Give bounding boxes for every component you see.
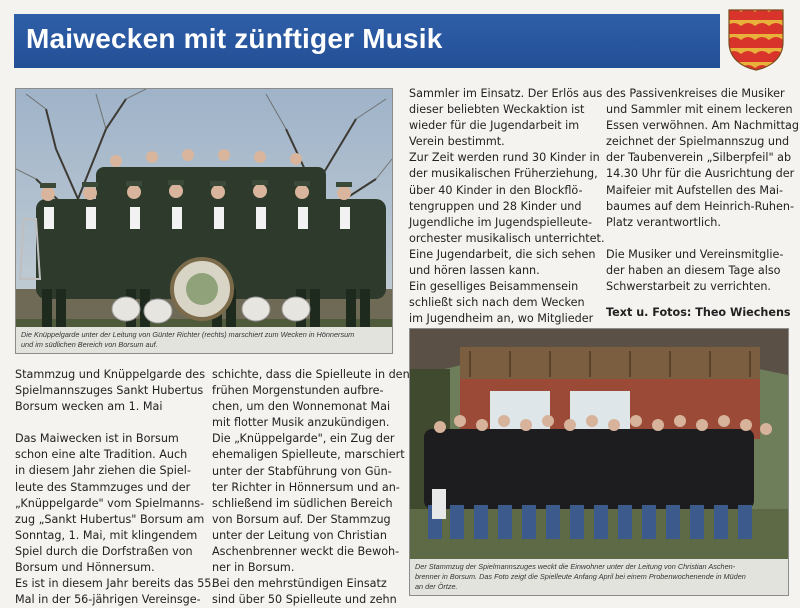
text-line: sind über 50 Spielleute und zehn (212, 593, 397, 607)
text-line: zeichnet der Spielmannszug und (606, 135, 790, 149)
knueppelgarde-photo (15, 88, 393, 354)
author-credit: Text u. Fotos: Theo Wiechens (606, 306, 791, 320)
text-line: Zur Zeit werden rund 30 Kinder in (409, 151, 600, 165)
article-column-3 (409, 86, 605, 327)
text-line: schichte, dass die Spielleute in den (212, 368, 410, 381)
article-column-4 (606, 86, 799, 321)
text-line: Platz verantwortlich. (606, 215, 721, 229)
text-line: leute des Stammzuges und der (15, 480, 191, 494)
text-line: Sammler im Einsatz. Der Erlös aus (409, 87, 603, 100)
text-line: und hören lassen kann. (409, 264, 540, 278)
text-line: über 40 Kinder in den Blockflö- (409, 183, 583, 197)
text-line: des Passivenkreises die Musiker (606, 87, 785, 100)
text-line: der musikalischen Früherziehung, (409, 167, 598, 181)
text-line: Maifeier mit Aufstellen des Mai- (606, 183, 784, 197)
text-line: Borsum wecken am 1. Mai (15, 400, 163, 414)
text-line: Verein bestimmt. (409, 135, 505, 149)
photo1-caption (16, 327, 392, 353)
text-line: schließend im südlichen Bereich (212, 496, 393, 510)
text-line: Stammzug und Knüppelgarde des (15, 368, 206, 381)
photo1-caption-line: Die Knüppelgarde unter der Leitung von Günter Richter (rechts) marschiert zum Wecken in Hönnersum (21, 330, 355, 339)
text-line: Ein geselliges Beisammensein (409, 280, 579, 294)
photo2-caption (410, 559, 788, 595)
text-line: ehemaligen Spielleute, marschiert (212, 448, 405, 462)
text-line: Mal in der 56-jährigen Vereinsge- (15, 593, 201, 607)
text-line: tengruppen und 28 Kinder und (409, 199, 582, 213)
stammzug-photo (409, 328, 789, 596)
article-column-2 (212, 367, 410, 608)
text-line: Borsum und Hönnersum. (15, 561, 155, 575)
text-line: und Sammler mit einem leckeren (606, 103, 793, 117)
text-line: dieser beliebten Weckaktion ist (409, 103, 585, 117)
text-line: unter der Stabführung von Gün- (212, 464, 392, 478)
band-group-outdoor-image (16, 89, 392, 353)
text-line: zug „Sankt Hubertus" Borsum am (15, 512, 205, 526)
band-group-house-image (410, 329, 788, 595)
text-line: schon eine alte Tradition. Auch (15, 448, 188, 462)
text-line: ner in Borsum. (212, 561, 295, 575)
text-line: der Taubenverein „Silberpfeil" ab (606, 151, 792, 165)
text-line: Es ist in diesem Jahr bereits das 55. (15, 577, 215, 591)
text-line: baumes auf dem Heinrich-Ruhen- (606, 199, 795, 213)
title-banner (14, 14, 720, 68)
text-line: Essen verwöhnen. Am Nachmittag (606, 119, 799, 133)
text-line: Eine Jugendarbeit, die sich sehen (409, 247, 596, 261)
text-line: im Jugendheim an, wo Mitglieder (409, 312, 594, 326)
text-line: orchester musikalisch unterrichtet. (409, 231, 605, 245)
text-line: Spiel durch die Dorfstraßen von (15, 544, 193, 558)
text-line: wieder für die Jugendarbeit im (409, 119, 580, 133)
text-line: Bei den mehrstündigen Einsatz (212, 577, 387, 591)
text-line: unter der Leitung von Christian (212, 528, 387, 542)
text-line: Jugendliche im Jugendspielleute- (409, 215, 593, 229)
text-line: in diesem Jahr ziehen die Spiel- (15, 464, 191, 478)
text-line: frühen Morgenstunden aufbre- (212, 384, 384, 398)
article-column-1 (15, 367, 215, 608)
text-line: „Knüppelgarde" vom Spielmanns- (15, 496, 205, 510)
text-line: von Borsum auf. Der Stammzug (212, 512, 391, 526)
text-line: Schwerstarbeit zu verrichten. (606, 280, 771, 294)
photo2-caption-line: brenner in Borsum. Das Foto zeigt die Spielleute Anfang April bei einem Probenwochenende in Müden (415, 572, 746, 581)
photo2-caption-line: Der Stammzug der Spielmannszuges weckt die Einwohner unter der Leitung von Christian Aschen- (415, 562, 736, 571)
text-line: Sonntag, 1. Mai, mit klingendem (15, 528, 198, 542)
text-line: Die Musiker und Vereinsmitglie- (606, 247, 784, 261)
page-title: Maiwecken mit zünftiger Musik (26, 23, 443, 54)
text-line: mit flotter Musik anzukündigen. (212, 416, 390, 430)
text-line: ter Richter in Hönnersum und an- (212, 480, 400, 494)
coat-of-arms-icon (727, 8, 785, 72)
text-line: Das Maiwecken ist in Borsum (15, 432, 179, 446)
text-line: der haben an diesem Tage also (606, 263, 781, 277)
text-line: Aschenbrenner weckt die Bewoh- (212, 545, 400, 559)
text-line: chen, um den Wonnemonat Mai (212, 400, 391, 414)
text-line: 14.30 Uhr für die Ausrichtung der (606, 167, 795, 181)
text-line: schließt sich nach dem Wecken (409, 296, 585, 310)
text-line: Die „Knüppelgarde", ein Zug der (212, 432, 395, 446)
photo1-caption-line: und im südlichen Bereich von Borsum auf. (21, 340, 158, 349)
photo2-caption-line: an der Örtze. (415, 582, 458, 591)
text-line: Spielmannszuges Sankt Hubertus (15, 384, 204, 398)
